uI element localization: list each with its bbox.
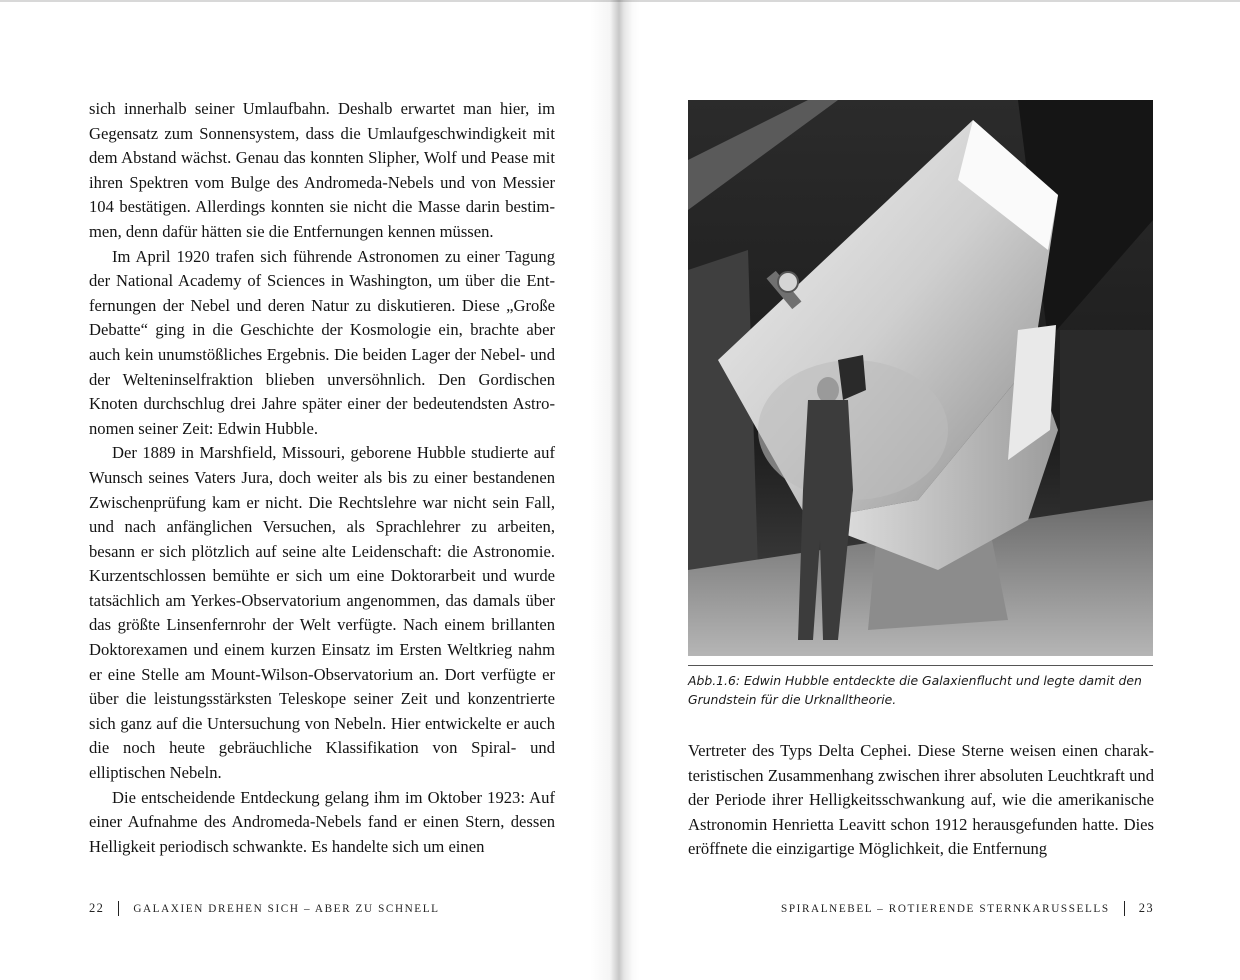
figure-caption: Abb.1.6: Edwin Hubble entdeckte die Galaxienflucht und legte damit den Grundstein für die Urknalltheorie. [688, 673, 1142, 707]
right-paragraph-1: Vertreter des Typs Delta Cephei. Diese Sterne weisen einen charakteristischen Zusammenhang zwischen ihrer absoluten Leuchtkraft und der Periode ihrer Helligkeitsschwankung auf, wie die amerikanische Astronomin Henrietta Leavitt schon 1912 herausgefunden hatte. Dies eröffnete die einzigartige Möglichkeit, die Entfernung [688, 741, 1154, 859]
right-page-footer [781, 901, 1154, 916]
left-running-title: GALAXIEN DREHEN SICH – ABER ZU SCHNELL [133, 902, 440, 915]
left-paragraph-4: Die entscheidende Entdeckung gelang ihm im Oktober 1923: Auf einer Aufnahme des Andromeda-Nebels fand er einen Stern, dessen Helligkeit periodisch schwankte. Es handelte sich um einen [89, 787, 555, 856]
footer-separator [118, 901, 119, 916]
right-page [688, 100, 1154, 862]
right-page-number: 23 [1138, 901, 1154, 915]
right-running-title: SPIRALNEBEL – ROTIERENDE STERNKARUSSELLS [781, 902, 1110, 915]
left-page-number: 22 [89, 901, 105, 915]
footer-separator [1124, 901, 1125, 916]
left-paragraph-2: Im April 1920 trafen sich führende Astronomen zu einer Tagung der National Academy of Sciences in Washington, um über die Entfernungen der Nebel und deren Natur zu diskutieren. Diese „Große Debatte“ ging in die Geschichte der Kosmologie ein, brachte aber auch kein unumstößliches Ergebnis. Die beiden Lager der Nebel- und der Welteninselfraktion blieben unversöhnlich. Den Gordischen Knoten durchschlug drei Jahre später einer der bedeutendsten Astronomen seiner Zeit: Edwin Hubble. [89, 246, 555, 438]
right-text-block [688, 739, 1154, 862]
left-paragraph-1: sich innerhalb seiner Umlaufbahn. Deshalb erwartet man hier, im Gegensatz zum Sonnensystem, dass die Umlaufgeschwindigkeit mit dem Abstand wächst. Genau das konnten Slipher, Wolf und Pease mit ihren Spektren vom Bulge des Andromeda-Nebels und von Messier 104 bestätigen. Allerdings konnten sie nicht die Masse darin bestimmen, denn dafür hätten sie die Entfernungen kennen müssen. [89, 99, 555, 241]
caption-rule [688, 665, 1153, 666]
left-page [89, 97, 555, 859]
left-paragraph-3: Der 1889 in Marshfield, Missouri, geborene Hubble studierte auf Wunsch seines Vaters Jura, doch weiter als bis zu einer bestandenen Zwischenprüfung kam er nicht. Die Rechtslehre war nicht sein Fall, und nach anfänglichen Versuchen, als Sprachlehrer zu arbeiten, besann er sich plötzlich auf seine alte Leidenschaft: die Astronomie. Kurzentschlossen bemühte er sich um eine Doktorarbeit und wurde tatsächlich am Yerkes-Observatorium angenommen, das damals über das größte Linsenfernrohr der Welt verfügte. Nach einem brillanten Doktorexamen und einem kurzen Einsatz im Ersten Weltkrieg nahm er eine Stelle am Mount-Wilson-Observatorium an. Dort verfügte er über die leistungsstärksten Teleskope seiner Zeit und konzentrierte sich ganz auf die Untersuchung von Nebeln. Hier entwickelte er auch die noch heute gebräuchliche Klassifikation von Spiral- und elliptischen Nebeln. [89, 443, 555, 783]
book-gutter [590, 0, 640, 980]
left-page-footer [89, 901, 440, 916]
hubble-telescope-photo [688, 100, 1153, 656]
photo-illustration [688, 100, 1153, 656]
